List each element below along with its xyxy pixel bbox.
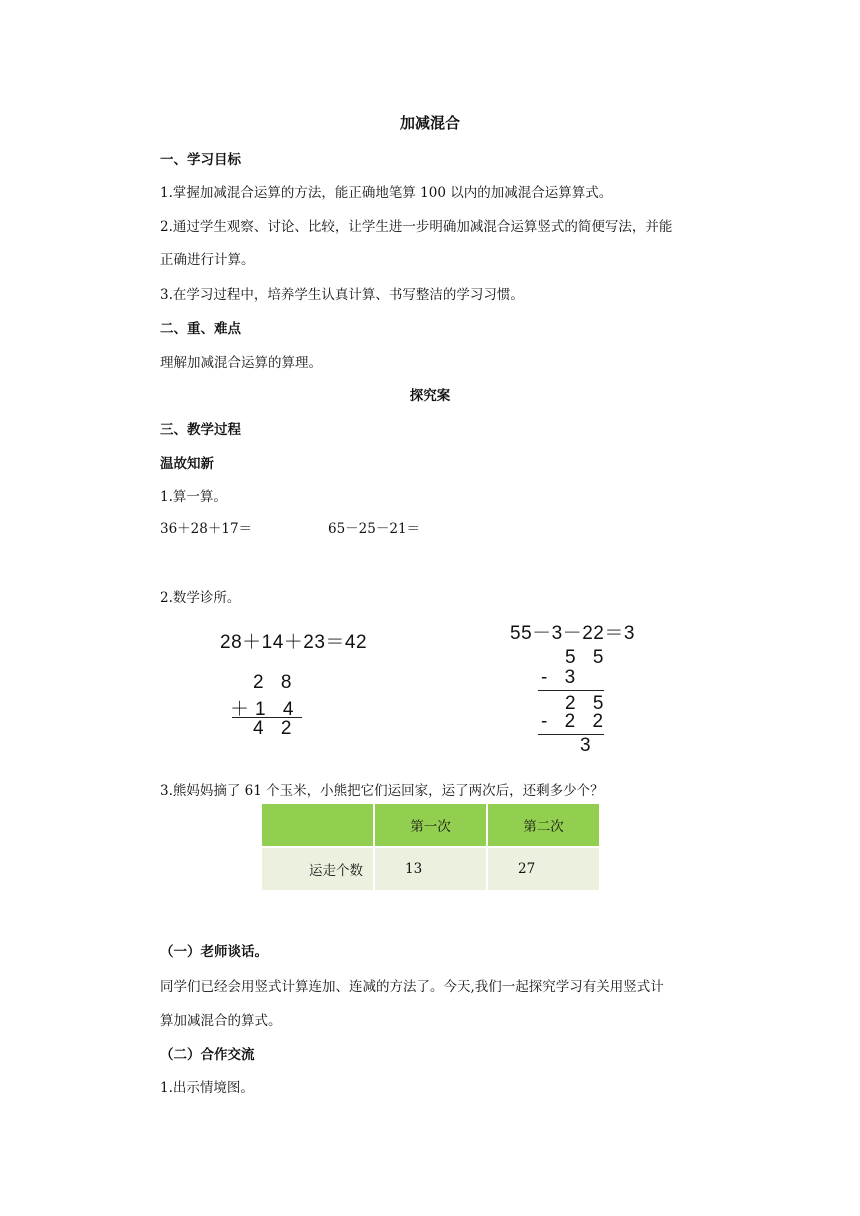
table-cell-second: 27 [488,848,599,890]
diagnosis-left-equation: 28＋14＋23＝42 [220,632,368,653]
teacher-talk-heading: （一）老师谈话。 [160,944,268,960]
word-problem: 3.熊妈妈摘了 61 个玉米，小熊把它们运回家，运了两次后，还剩多少个？ [160,783,604,799]
goal-3: 3.在学习过程中，培养学生认真计算、书写整洁的学习习惯。 [160,287,524,303]
table-header-first: 第一次 [375,804,486,846]
diagnosis-right-equation: 55－3－22＝3 [510,623,635,644]
diagnosis-left-result: 4 2 [253,718,298,739]
corn-transport-table [260,802,601,892]
key-points-text: 理解加减混合运算的算理。 [160,355,322,371]
table-row [262,848,599,890]
table-cell-first: 13 [375,848,486,890]
calc-expression-1: 36＋28＋17＝ [160,521,253,537]
key-points-heading: 二、重、难点 [160,321,241,337]
diagnosis-label: 2.数学诊所。 [160,590,241,606]
page-title: 加减混合 [399,114,460,132]
diagnosis-left-row-1: 2 8 [253,672,298,693]
teacher-talk-line-2: 算加减混合的算式。 [160,1013,282,1029]
goals-heading: 一、学习目标 [160,152,241,168]
table-row-label: 运走个数 [262,848,373,890]
cooperation-heading: （二）合作交流 [160,1047,255,1063]
diagnosis-left-row-2: ＋1 4 [230,699,300,720]
review-heading: 温故知新 [160,456,214,472]
process-heading: 三、教学过程 [160,422,241,438]
diagnosis-right-line-1 [538,690,604,691]
diagnosis-right-mid: 2 5 [565,693,610,714]
diagnosis-right-row-2: - 3 [541,667,582,688]
table-header-empty [262,804,373,846]
diagnosis-right-row-1: 5 5 [565,647,610,668]
calc-label: 1.算一算。 [160,489,227,505]
cooperation-item-1: 1.出示情境图。 [160,1080,254,1096]
diagnosis-right-result: 3 [580,735,597,756]
table-header-second: 第二次 [488,804,599,846]
diagnosis-right-row-3: - 2 2 [541,711,610,732]
explore-heading: 探究案 [409,388,451,404]
calc-expression-2: 65－25－21＝ [328,521,421,537]
table-header-row [262,804,599,846]
goal-1: 1.掌握加减混合运算的方法，能正确地笔算 100 以内的加减混合运算算式。 [160,185,613,201]
goal-2-line-1: 2.通过学生观察、讨论、比较，让学生进一步明确加减混合运算竖式的简便写法，并能 [160,219,673,235]
teacher-talk-line-1: 同学们已经会用竖式计算连加、连减的方法了。今天,我们一起探究学习有关用竖式计 [160,979,664,995]
goal-2-line-2: 正确进行计算。 [160,252,255,268]
